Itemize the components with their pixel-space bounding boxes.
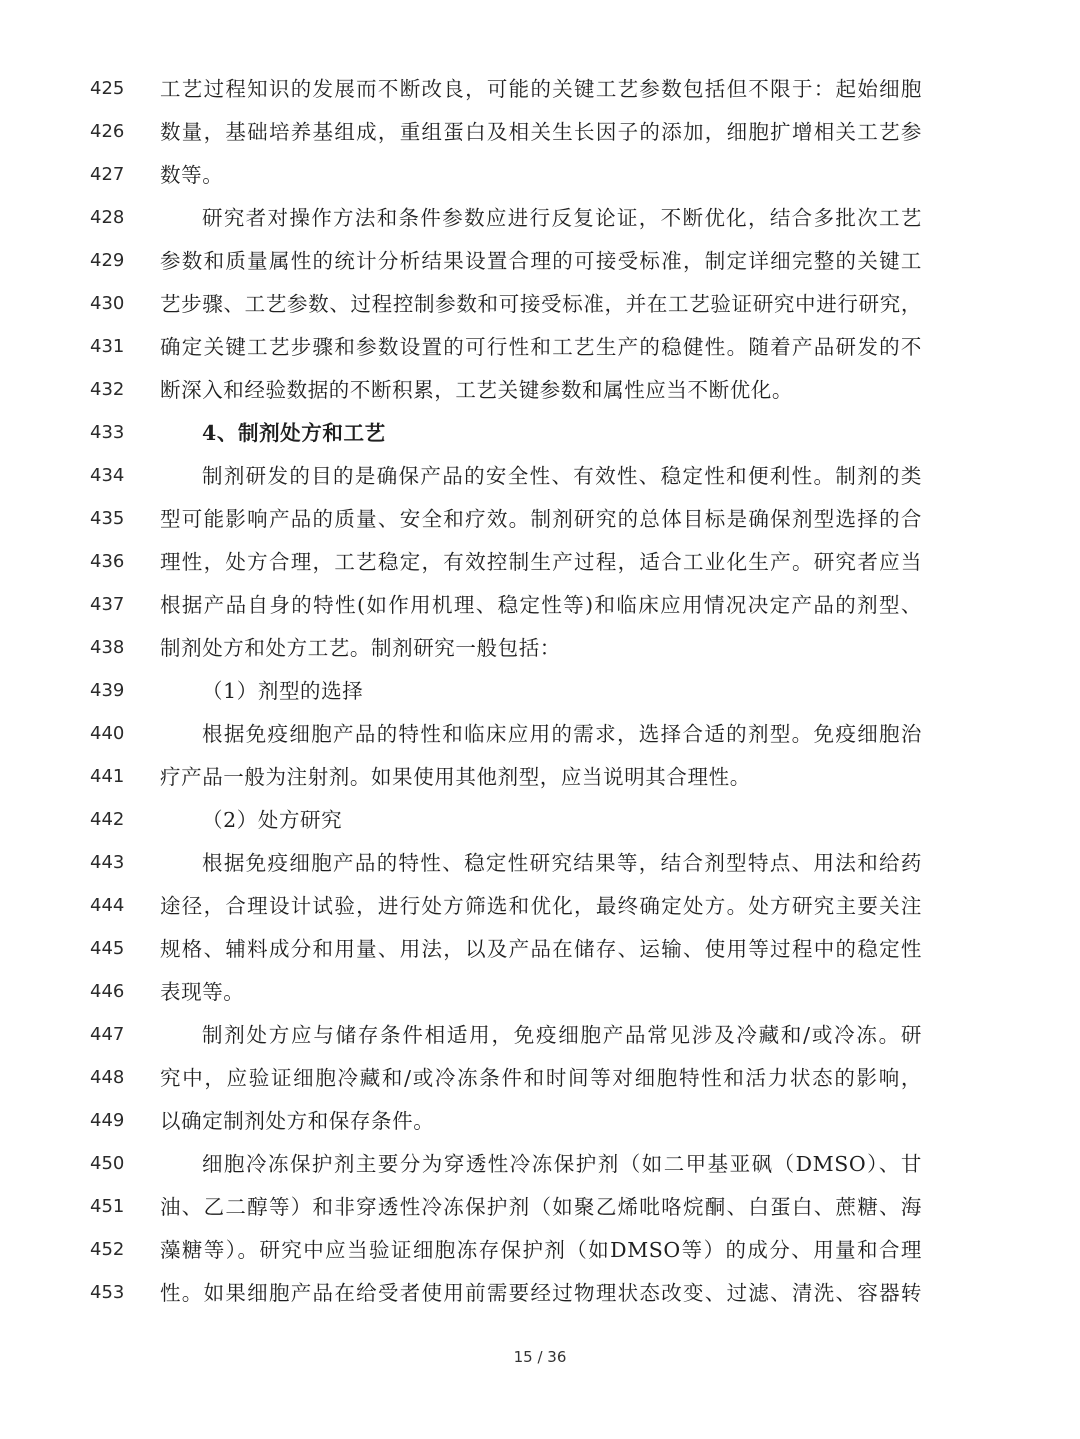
text-line (0, 507, 1080, 553)
text-line (0, 163, 1080, 209)
line-number: 429 (90, 250, 125, 271)
line-number: 434 (90, 465, 125, 486)
line-text: 细胞冷冻保护剂主要分为穿透性冷冻保护剂（如二甲基亚砜（DMSO）、甘 (202, 1152, 922, 1176)
line-number: 425 (90, 78, 125, 99)
line-text: 研究者对操作方法和条件参数应进行反复论证，不断优化，结合多批次工艺 (202, 206, 922, 230)
line-text: 规格、辅料成分和用量、用法，以及产品在储存、运输、使用等过程中的稳定性 (160, 937, 922, 961)
line-text: 数等。 (160, 163, 224, 187)
line-number: 438 (90, 637, 125, 658)
text-line (0, 335, 1080, 381)
line-number: 427 (90, 164, 125, 185)
line-text: 藻糖等）。研究中应当验证细胞冻存保护剂（如DMSO等）的成分、用量和合理 (160, 1238, 922, 1262)
text-line (0, 679, 1080, 725)
line-number: 446 (90, 981, 125, 1002)
page-number: 15 / 36 (513, 1348, 567, 1366)
text-line (0, 292, 1080, 338)
text-line (0, 464, 1080, 510)
text-line (0, 421, 1080, 467)
line-text: 性。如果细胞产品在给受者使用前需要经过物理状态改变、过滤、清洗、容器转 (160, 1281, 922, 1305)
line-number: 453 (90, 1282, 125, 1303)
line-text: 根据免疫细胞产品的特性、稳定性研究结果等，结合剂型特点、用法和给药 (202, 851, 922, 875)
line-number: 430 (90, 293, 125, 314)
text-line (0, 1238, 1080, 1284)
text-line (0, 1109, 1080, 1155)
text-line (0, 722, 1080, 768)
line-number: 435 (90, 508, 125, 529)
line-text: 根据产品自身的特性(如作用机理、稳定性等)和临床应用情况决定产品的剂型、 (160, 593, 922, 617)
line-number: 445 (90, 938, 125, 959)
text-line (0, 1066, 1080, 1112)
line-number: 428 (90, 207, 125, 228)
line-text: 究中，应验证细胞冷藏和/或冷冻条件和时间等对细胞特性和活力状态的影响， (160, 1066, 922, 1090)
text-line (0, 636, 1080, 682)
text-line (0, 1281, 1080, 1327)
text-line (0, 1023, 1080, 1069)
line-text: 参数和质量属性的统计分析结果设置合理的可接受标准，制定详细完整的关键工 (160, 249, 922, 273)
line-number: 452 (90, 1239, 125, 1260)
line-text: 制剂研发的目的是确保产品的安全性、有效性、稳定性和便利性。制剂的类 (202, 464, 922, 488)
text-line (0, 550, 1080, 596)
text-line (0, 894, 1080, 940)
line-text: 确定关键工艺步骤和参数设置的可行性和工艺生产的稳健性。随着产品研发的不 (160, 335, 922, 359)
line-text: 油、乙二醇等）和非穿透性冷冻保护剂（如聚乙烯吡咯烷酮、白蛋白、蔗糖、海 (160, 1195, 922, 1219)
line-text: 数量，基础培养基组成，重组蛋白及相关生长因子的添加，细胞扩增相关工艺参 (160, 120, 922, 144)
line-number: 439 (90, 680, 125, 701)
line-number: 447 (90, 1024, 125, 1045)
line-number: 432 (90, 379, 125, 400)
text-line (0, 593, 1080, 639)
line-number: 443 (90, 852, 125, 873)
line-text: 根据免疫细胞产品的特性和临床应用的需求，选择合适的剂型。免疫细胞治 (202, 722, 922, 746)
text-line (0, 937, 1080, 983)
line-text: 制剂处方应与储存条件相适用，免疫细胞产品常见涉及冷藏和/或冷冻。研 (202, 1023, 922, 1047)
text-line (0, 249, 1080, 295)
line-number: 433 (90, 422, 125, 443)
line-number: 448 (90, 1067, 125, 1088)
subsection-heading: （1）剂型的选择 (202, 679, 364, 703)
line-number: 444 (90, 895, 125, 916)
line-text: 途径，合理设计试验，进行处方筛选和优化，最终确定处方。处方研究主要关注 (160, 894, 922, 918)
section-heading: 4、制剂处方和工艺 (202, 421, 386, 445)
text-line (0, 765, 1080, 811)
line-number: 442 (90, 809, 125, 830)
text-line (0, 851, 1080, 897)
line-text: 工艺过程知识的发展而不断改良，可能的关键工艺参数包括但不限于：起始细胞 (160, 77, 922, 101)
line-text: 理性，处方合理，工艺稳定，有效控制生产过程，适合工业化生产。研究者应当 (160, 550, 922, 574)
text-line (0, 77, 1080, 123)
line-number: 441 (90, 766, 125, 787)
text-line (0, 206, 1080, 252)
text-line (0, 808, 1080, 854)
line-number: 440 (90, 723, 125, 744)
subsection-heading: （2）处方研究 (202, 808, 343, 832)
line-text: 以确定制剂处方和保存条件。 (160, 1109, 435, 1133)
line-text: 断深入和经验数据的不断积累，工艺关键参数和属性应当不断优化。 (160, 378, 793, 402)
line-text: 制剂处方和处方工艺。制剂研究一般包括： (160, 636, 561, 660)
line-number: 431 (90, 336, 125, 357)
line-number: 451 (90, 1196, 125, 1217)
text-line (0, 1195, 1080, 1241)
line-text: 表现等。 (160, 980, 245, 1004)
line-number: 436 (90, 551, 125, 572)
line-text: 型可能影响产品的质量、安全和疗效。制剂研究的总体目标是确保剂型选择的合 (160, 507, 922, 531)
line-number: 437 (90, 594, 125, 615)
text-line (0, 980, 1080, 1026)
line-text: 艺步骤、工艺参数、过程控制参数和可接受标准，并在工艺验证研究中进行研究， (160, 292, 922, 316)
line-number: 426 (90, 121, 125, 142)
line-text: 疗产品一般为注射剂。如果使用其他剂型，应当说明其合理性。 (160, 765, 751, 789)
text-line (0, 120, 1080, 166)
line-number: 449 (90, 1110, 125, 1131)
text-line (0, 1152, 1080, 1198)
line-number: 450 (90, 1153, 125, 1174)
text-line (0, 378, 1080, 424)
